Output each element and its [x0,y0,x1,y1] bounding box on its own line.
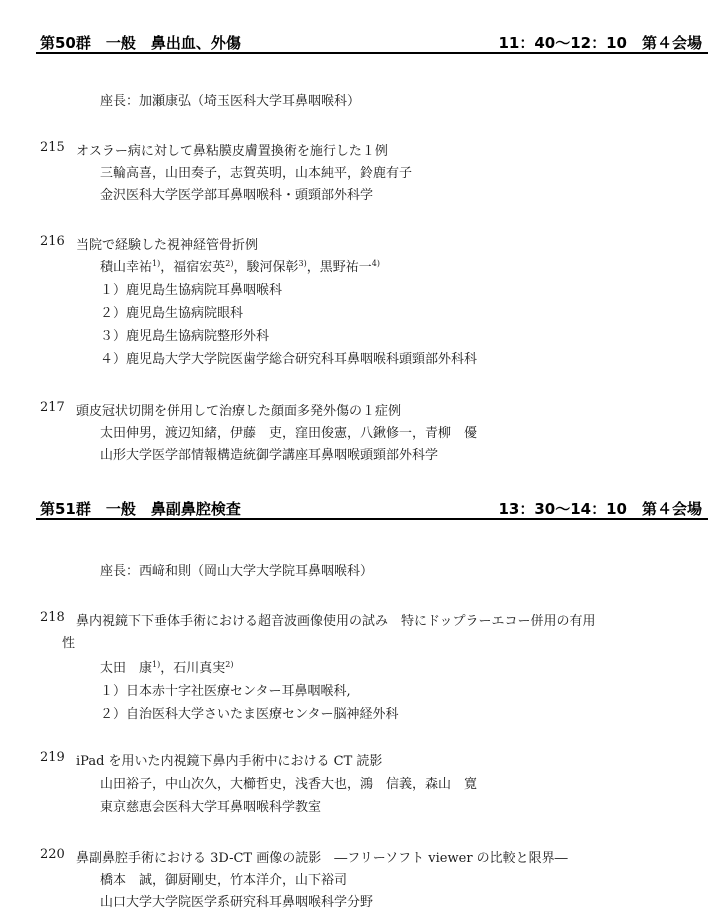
entry-authors: 積山幸祐$^{1)}$，福宿宏英$^{2)}$，駿河保彰$^{3)}$，黒野祐一$^{4)}$ [100,259,380,275]
author-affil-mark: 2) [225,660,234,669]
session-chair: 座長：加瀬康弘（埼玉医科大学耳鼻咽喉科） [100,94,361,109]
session-time-room: 13：30～14：10 第４会場 [498,500,702,518]
entry-authors: 太田伸男，渡辺知緒，伊藤 吏，窪田俊憲，八鍬修一，青柳 優 [100,426,478,441]
author-affil-mark: 1) [152,259,161,268]
entry-title: 頭皮冠状切開を併用して治療した顔面多発外傷の１症例 [76,404,402,419]
session-header [36,28,708,54]
entry-authors: 太田 康$^{1)}$，石川真実$^{2)}$ [100,660,234,676]
entry-affiliation: ２）自治医科大学さいたま医療センター脳神経外科 [100,707,399,722]
entry-number: 218 [40,610,65,625]
entry-title: 当院で経験した視神経管骨折例 [76,238,259,253]
entry-affiliation: 山形大学医学部情報構造統御学講座耳鼻咽喉頭頸部外科学 [100,448,439,463]
session-header [36,494,708,520]
entry-authors: 山田裕子，中山次久，大櫛哲史，浅香大也，鴻 信義，森山 寛 [100,777,478,792]
session-title: 第50群 一般 鼻出血、外傷 [40,34,241,52]
entry-affiliation: ３）鹿児島生協病院整形外科 [100,329,270,344]
entry-affiliation: １）鹿児島生協病院耳鼻咽喉科 [100,283,283,298]
entry-authors: 橋本 誠，御厨剛史，竹本洋介，山下裕司 [100,873,348,888]
author-name: 黒野祐一 [319,260,372,275]
entry-number: 216 [40,234,65,249]
author-affil-mark: 1) [152,660,161,669]
author-name: 積山幸祐 [100,260,153,275]
author-name: 福宿宏英 [173,260,226,275]
entry-title-line1: 鼻内視鏡下下垂体手術における超音波画像使用の試み 特にドップラーエコー併用の有用 [76,614,596,629]
entry-title: iPad を用いた内視鏡下鼻内手術中における CT 読影 [76,754,383,769]
entry-number: 220 [40,847,65,862]
entry-affiliation: １）日本赤十字社医療センター耳鼻咽喉科, [100,684,351,699]
entry-number: 217 [40,400,65,415]
entry-number: 215 [40,140,65,155]
entry-title: 鼻副鼻腔手術における 3D-CT 画像の読影 ―フリーソフト viewer の比較と限界― [76,851,568,866]
entry-affiliation: ４）鹿児島大学大学院医歯学総合研究科耳鼻咽喉科頭頸部外科科 [100,352,478,367]
entry-affiliation: ２）鹿児島生協病院眼科 [100,306,244,321]
entry-number: 219 [40,750,65,765]
session-title: 第51群 一般 鼻副鼻腔検査 [40,500,241,518]
author-affil-mark: 2) [225,259,234,268]
session-time-room: 11：40～12：10 第４会場 [498,34,702,52]
entry-affiliation: 金沢医科大学医学部耳鼻咽喉科・頭頸部外科学 [100,188,374,203]
entry-affiliation: 山口大学大学院医学系研究科耳鼻咽喉科学分野 [100,895,374,910]
author-affil-mark: 4) [371,259,380,268]
author-affil-mark: 3) [298,259,307,268]
entry-affiliation: 東京慈恵会医科大学耳鼻咽喉科学教室 [100,800,322,815]
entry-title-line2: 性 [62,636,76,651]
entry-title: オスラー病に対して鼻粘膜皮膚置換術を施行した１例 [76,144,388,159]
session-chair: 座長：西﨑和則（岡山大学大学院耳鼻咽喉科） [100,564,374,579]
author-name: 駿河保彰 [246,260,299,275]
entry-authors: 三輪高喜，山田奏子，志賀英明，山本純平，鈴鹿有子 [100,166,413,181]
author-name: 石川真実 [173,661,226,676]
author-name: 太田 康 [100,661,153,676]
